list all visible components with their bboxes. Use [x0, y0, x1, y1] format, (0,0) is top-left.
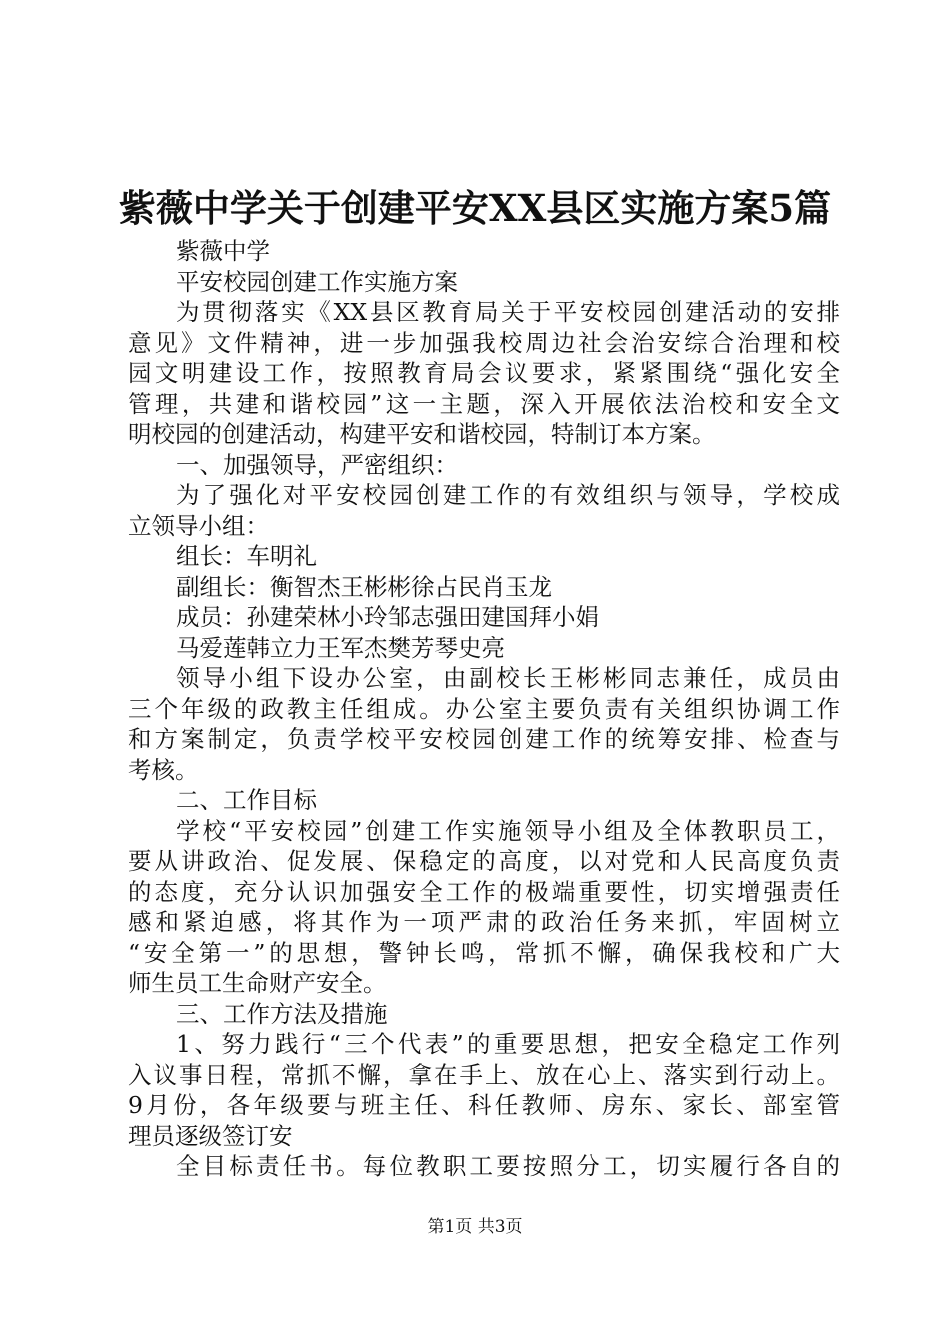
text-line: 入议事日程，常抓不懈，拿在手上、放在心上、落实到行动上。 — [128, 1060, 840, 1089]
text-line: 副组长：衡智杰王彬彬徐占民肖玉龙 — [176, 572, 552, 601]
text-line: 领导小组下设办公室，由副校长王彬彬同志兼任，成员由 — [176, 664, 840, 692]
text-line: 为贯彻落实《XX县区教育局关于平安校园创建活动的安排 — [176, 298, 840, 326]
text-line: 为了强化对平安校园创建工作的有效组织与领导，学校成 — [176, 481, 840, 509]
text-line: 二、工作目标 — [176, 786, 317, 814]
document-title: 紫薇中学关于创建平安XX县区实施方案5篇 — [118, 186, 832, 230]
text-line: 三、工作方法及措施 — [176, 999, 388, 1028]
text-line: 师生员工生命财产安全。 — [128, 969, 387, 997]
text-line: 马爱莲韩立力王军杰樊芳琴史亮 — [176, 633, 505, 662]
text-line: 全目标责任书。每位教职工要按照分工，切实履行各自的 — [176, 1152, 840, 1180]
text-line: 的态度，充分认识加强安全工作的极端重要性，切实增强责任 — [128, 877, 840, 906]
text-line: 一、加强领导，严密组织： — [176, 450, 458, 479]
text-line: 园文明建设工作，按照教育局会议要求，紧紧围绕“强化安全 — [128, 359, 840, 387]
text-line: 1、努力践行“三个代表”的重要思想，把安全稳定工作列 — [176, 1030, 840, 1058]
text-line: 理员逐级签订安 — [128, 1121, 293, 1150]
text-line: 意见》文件精神，进一步加强我校周边社会治安综合治理和校 — [128, 328, 840, 357]
page-footer: 第1页 共3页 — [427, 1217, 523, 1237]
text-line: 组长：车明礼 — [176, 542, 317, 570]
text-line: 感和紧迫感，将其作为一项严肃的政治任务来抓，牢固树立 — [128, 908, 840, 936]
text-line: 平安校园创建工作实施方案 — [176, 267, 458, 296]
text-line: 9月份，各年级要与班主任、科任教师、房东、家长、部室管 — [128, 1091, 840, 1119]
document-body — [128, 236, 840, 1182]
text-line: 三个年级的政教主任组成。办公室主要负责有关组织协调工作 — [128, 694, 840, 723]
text-line: 学校“平安校园”创建工作实施领导小组及全体教职员工， — [176, 816, 840, 845]
text-line: 立领导小组： — [128, 511, 269, 540]
text-line: 成员：孙建荣林小玲邹志强田建国拜小娟 — [176, 603, 599, 631]
text-line: 要从讲政治、促发展、保稳定的高度，以对党和人民高度负责 — [128, 847, 840, 875]
text-line: 紫薇中学 — [176, 237, 270, 265]
text-line: 和方案制定，负责学校平安校园创建工作的统筹安排、检查与 — [128, 725, 840, 753]
text-line: “安全第一”的思想，警钟长鸣，常抓不懈，确保我校和广大 — [128, 938, 840, 967]
text-line: 明校园的创建活动，构建平安和谐校园，特制订本方案。 — [128, 420, 716, 448]
text-line: 管理，共建和谐校园”这一主题，深入开展依法治校和安全文 — [128, 389, 840, 418]
text-line: 考核。 — [128, 755, 199, 784]
